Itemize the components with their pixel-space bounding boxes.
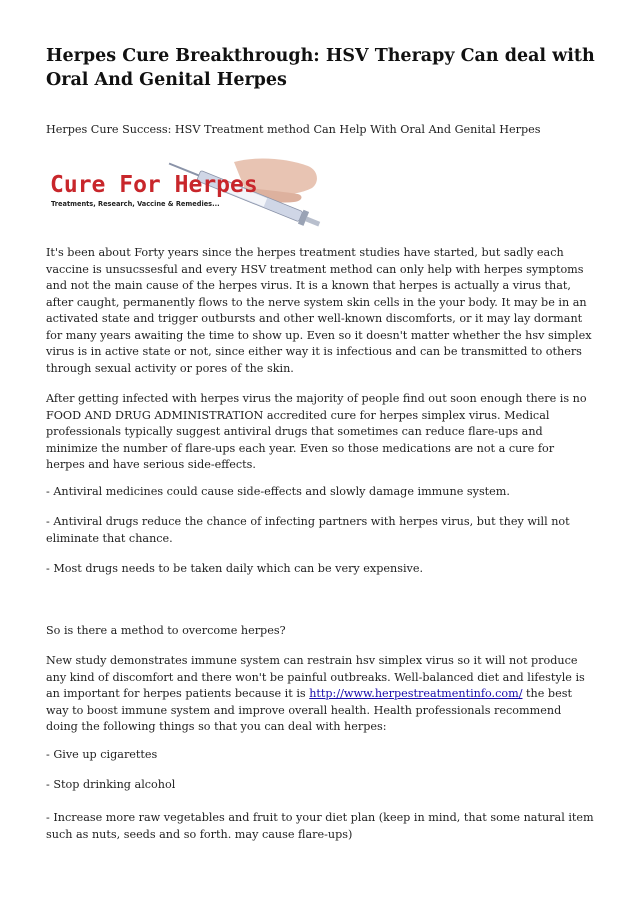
paragraph-antivirals: After getting infected with herpes virus the majority of people find out soon enough there is no FOOD AND DRUG ADMINISTRATION accredited cure for herpes simplex virus. Medical professionals typically suggest antiviral drugs that sometimes can reduce flare-ups and minimize the number of flare-ups each year. Even so those medications are not a cure for herpes and have serious side-effects. bbox=[46, 392, 587, 471]
paragraph-text-before-link: New study demonstrates immune system can restrain hsv simplex virus so it will not produce any kind of discomfort and there won't be painful outbreaks. Well-balanced diet and lifestyle is an important for herpes patients because it is bbox=[46, 654, 585, 700]
list-item-infection-risk: - Antiviral drugs reduce the chance of infecting partners with herpes virus, but they will not eliminate that chance. bbox=[46, 515, 570, 545]
paragraph-intro: It's been about Forty years since the herpes treatment studies have started, but sadly each vaccine is unsucssesful and every HSV treatment method can only help with herpes symptoms and not the main cause of the herpes virus. It is a known that herpes is actually a virus that, after caught, permanently flows to the nerve system skin cells in the your body. It may be in an activated state and trigger outbursts and other well-known discomforts, or it may lay dormant for many years awaiting the time to show up. Even so it doesn't matter whether the hsv simplex virus is in active state or not, since either way it is infectious and can be transmitted to others through sexual activity or pores of the skin. bbox=[46, 246, 592, 375]
banner-graphic bbox=[46, 152, 326, 230]
page-title: Herpes Cure Breakthrough: HSV Therapy Can deal with Oral And Genital Herpes bbox=[46, 46, 595, 90]
list-item-side-effects: - Antiviral medicines could cause side-effects and slowly damage immune system. bbox=[46, 485, 510, 498]
paragraph-question: So is there a method to overcome herpes? bbox=[46, 624, 286, 637]
page-subtitle: Herpes Cure Success: HSV Treatment method Can Help With Oral And Genital Herpes bbox=[46, 123, 541, 136]
paragraph-text-after-link: the best way to boost immune system and improve overall health. Health professionals recommend doing the following things so that you can deal with herpes: bbox=[46, 687, 572, 733]
list-item-cigarettes: - Give up cigarettes bbox=[46, 748, 158, 761]
cure-for-herpes-banner bbox=[46, 152, 326, 230]
banner-heading: Cure For Herpes bbox=[50, 172, 258, 198]
list-item-alcohol: - Stop drinking alcohol bbox=[46, 778, 176, 791]
banner-tagline: Treatments, Research, Vaccine & Remedies... bbox=[51, 200, 220, 208]
paragraph-immune-system bbox=[46, 653, 594, 736]
herpes-treatment-info-link[interactable]: http://www.herpestreatmentinfo.com/ bbox=[309, 687, 523, 700]
list-item-diet: - Increase more raw vegetables and fruit to your diet plan (keep in mind, that some natural item such as nuts, seeds and so forth. may cause flare-ups) bbox=[46, 811, 594, 841]
list-item-expense: - Most drugs needs to be taken daily which can be very expensive. bbox=[46, 562, 424, 575]
